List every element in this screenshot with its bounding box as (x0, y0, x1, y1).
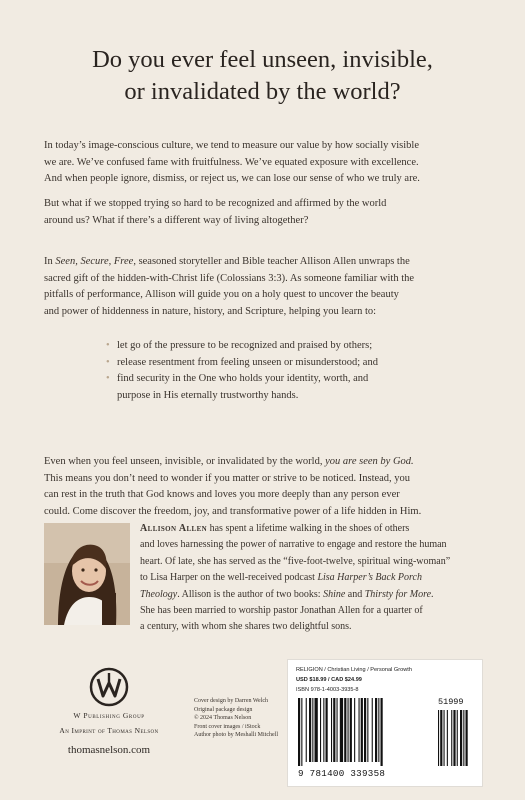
author-photo (44, 523, 130, 625)
list-item (106, 338, 486, 355)
bisac-category: RELIGION / Christian Living / Personal Growth (296, 667, 412, 673)
credit-line: Original package design (194, 706, 253, 713)
book-description-paragraph (44, 254, 490, 320)
bio-line-1-post: has spent a lifetime walking in the shoes of others (207, 523, 410, 534)
closing-line-2: This means you don’t need to wonder if you matter or strive to be noticed. Instead, you (44, 472, 411, 484)
book-thirsty: Thirsty for More (364, 588, 432, 600)
benefit-list (106, 338, 486, 404)
bullet-marker: • (106, 356, 110, 368)
list-item-text: find security in the One who holds your identity, worth, and (117, 373, 369, 385)
barcode-bar (323, 698, 324, 762)
publisher-block (44, 667, 174, 756)
description-line-1-post: , seasoned storyteller and Bible teacher Allison Allen unwraps the (133, 256, 410, 267)
barcode-bar (306, 698, 307, 762)
ean-number: 9 781400 339358 (298, 768, 386, 779)
publisher-name: W Publishing Group (73, 711, 145, 720)
barcode-bar (372, 698, 373, 762)
barcode-bar (312, 698, 313, 762)
book-title: Seen, Secure, Free (55, 256, 134, 267)
description-line-4: and power of hiddenness in nature, history, and Scripture, helping you learn to: (44, 305, 377, 317)
closing-paragraph (44, 454, 490, 520)
closing-emphasis: you are seen by God. (325, 456, 414, 467)
barcode-addon-bar (463, 710, 464, 766)
barcode-addon-bar (447, 710, 448, 766)
barcode-bar (326, 698, 328, 762)
intro-line-3: And when people ignore, dismiss, or reject us, we can lose our sense of who we truly are. (44, 173, 420, 185)
author-name: Allison Allen (140, 523, 208, 534)
closing-line-3: can rest in the truth that God knows and loves you more deeply than any person ever (44, 489, 400, 501)
barcode-bar (378, 698, 379, 762)
barcode-addon-bar (457, 710, 458, 766)
barcode-bar (359, 698, 360, 762)
description-line-1-pre: In (44, 256, 56, 267)
barcode-bar (354, 698, 355, 762)
author-bio (140, 521, 490, 636)
bio-line-5-mid: . Allison is the author of two books: (177, 588, 324, 600)
barcode-addon-bar (466, 710, 468, 766)
price-addon-number: 51999 (438, 697, 464, 707)
barcode-addon-bar (460, 710, 462, 766)
barcode-bar (337, 698, 338, 762)
bio-line-6: She has been married to worship pastor Jonathan Allen for a quarter of (140, 605, 423, 617)
bio-line-4-pre: to Lisa Harper on the well-received podcast (140, 572, 318, 584)
list-item (106, 371, 486, 388)
bio-line-1 (140, 521, 490, 537)
list-item-text: release resentment from feeling unseen or misunderstood; and (117, 356, 378, 368)
list-item-text: let go of the pressure to be recognized and praised by others; (117, 340, 373, 351)
list-item-text: purpose in His eternally trustworthy hands. (117, 389, 299, 401)
credit-line: Author photo by Meshalli Mitchell (194, 732, 278, 738)
price: USD $18.99 / CAD $24.99 (296, 677, 362, 683)
barcode-bar (340, 698, 343, 762)
barcode-bar (315, 698, 318, 762)
list-item (106, 355, 486, 372)
barcode-bar (364, 698, 366, 762)
closing-line-1-pre: Even when you feel unseen, invisible, or invalidated by the world, (44, 456, 326, 467)
publisher-logo-icon (89, 667, 129, 707)
question-line-2: around us? What if there’s a different way of living altogether? (44, 214, 309, 226)
barcode-bar (367, 698, 368, 762)
intro-line-1: In today’s image-conscious culture, we tend to measure our value by how socially visible (44, 140, 419, 151)
bio-line-2: and loves harnessing the power of narrative to engage and restore the human (140, 539, 447, 551)
barcode-bar (348, 698, 349, 762)
isbn: ISBN 978-1-4003-3935-8 (296, 687, 359, 693)
intro-paragraph (44, 138, 490, 188)
barcode-bar (320, 698, 321, 762)
credit-line: © 2024 Thomas Nelson (194, 715, 252, 721)
question-paragraph (44, 196, 490, 229)
barcode-bar (331, 698, 332, 762)
list-item-continued (106, 388, 486, 405)
barcode-bar (381, 698, 383, 766)
barcode-bar (375, 698, 377, 762)
design-credits (194, 697, 284, 740)
barcode-addon-bar (440, 710, 442, 766)
intro-line-2: we are. We’ve confused fame with fruitfulness. We’ve equated exposure with excellence. (44, 156, 419, 168)
headline-line-1: Do you ever feel unseen, invisible, (92, 46, 433, 73)
bio-line-3: heart. Of late, she has served as the “five-foot-twelve, spiritual wing-woman” (140, 555, 451, 567)
barcode-image (296, 698, 474, 768)
credit-line: Cover design by Darren Welch (194, 698, 269, 704)
bio-line-5-and: and (345, 588, 365, 600)
barcode-bar (350, 698, 352, 762)
podcast-title: Lisa Harper’s Back Porch (317, 572, 422, 584)
barcode-addon-bar (453, 710, 455, 766)
bullet-marker: • (106, 340, 110, 351)
barcode-bar (361, 698, 363, 762)
question-line-1: But what if we stopped trying so hard to be recognized and affirmed by the world (44, 198, 387, 209)
bio-line-7: a century, with whom she shares two delightful sons. (140, 621, 352, 633)
bullet-marker: • (106, 373, 110, 385)
description-line-2: sacred gift of the hidden-with-Christ life (Colossians 3:3). As someone familiar with the (44, 272, 415, 284)
barcode-bar (301, 698, 302, 766)
podcast-title-cont: Theology (140, 588, 178, 600)
barcode-bar (309, 698, 311, 762)
barcode-addon-bar (444, 710, 445, 766)
closing-line-4: could. Come discover the freedom, joy, and transformative power of a life hidden in Him. (44, 505, 422, 517)
description-line-3: pitfalls of performance, Allison will guide you on a holy quest to uncover the beauty (44, 289, 399, 301)
publisher-url[interactable]: thomasnelson.com (67, 744, 151, 756)
closing-line-1 (44, 454, 490, 471)
description-line-1 (44, 254, 490, 271)
credit-line: Front cover images / iStock (194, 723, 261, 730)
barcode-bar (344, 698, 346, 762)
book-shine: Shine (323, 588, 346, 600)
bio-line-5-end: . (431, 588, 434, 600)
headline (0, 44, 525, 108)
barcode-bar (333, 698, 335, 762)
barcode-addon-bar (451, 710, 452, 766)
headline-line-2: or invalidated by the world? (124, 78, 401, 105)
barcode-box (287, 659, 483, 787)
publisher-imprint: An Imprint of Thomas Nelson (59, 726, 159, 735)
author-portrait-image (44, 523, 130, 625)
bio-line-4 (140, 570, 490, 586)
barcode-bar (298, 698, 300, 766)
barcode-addon-bar (438, 710, 439, 766)
bio-line-5 (140, 587, 490, 603)
